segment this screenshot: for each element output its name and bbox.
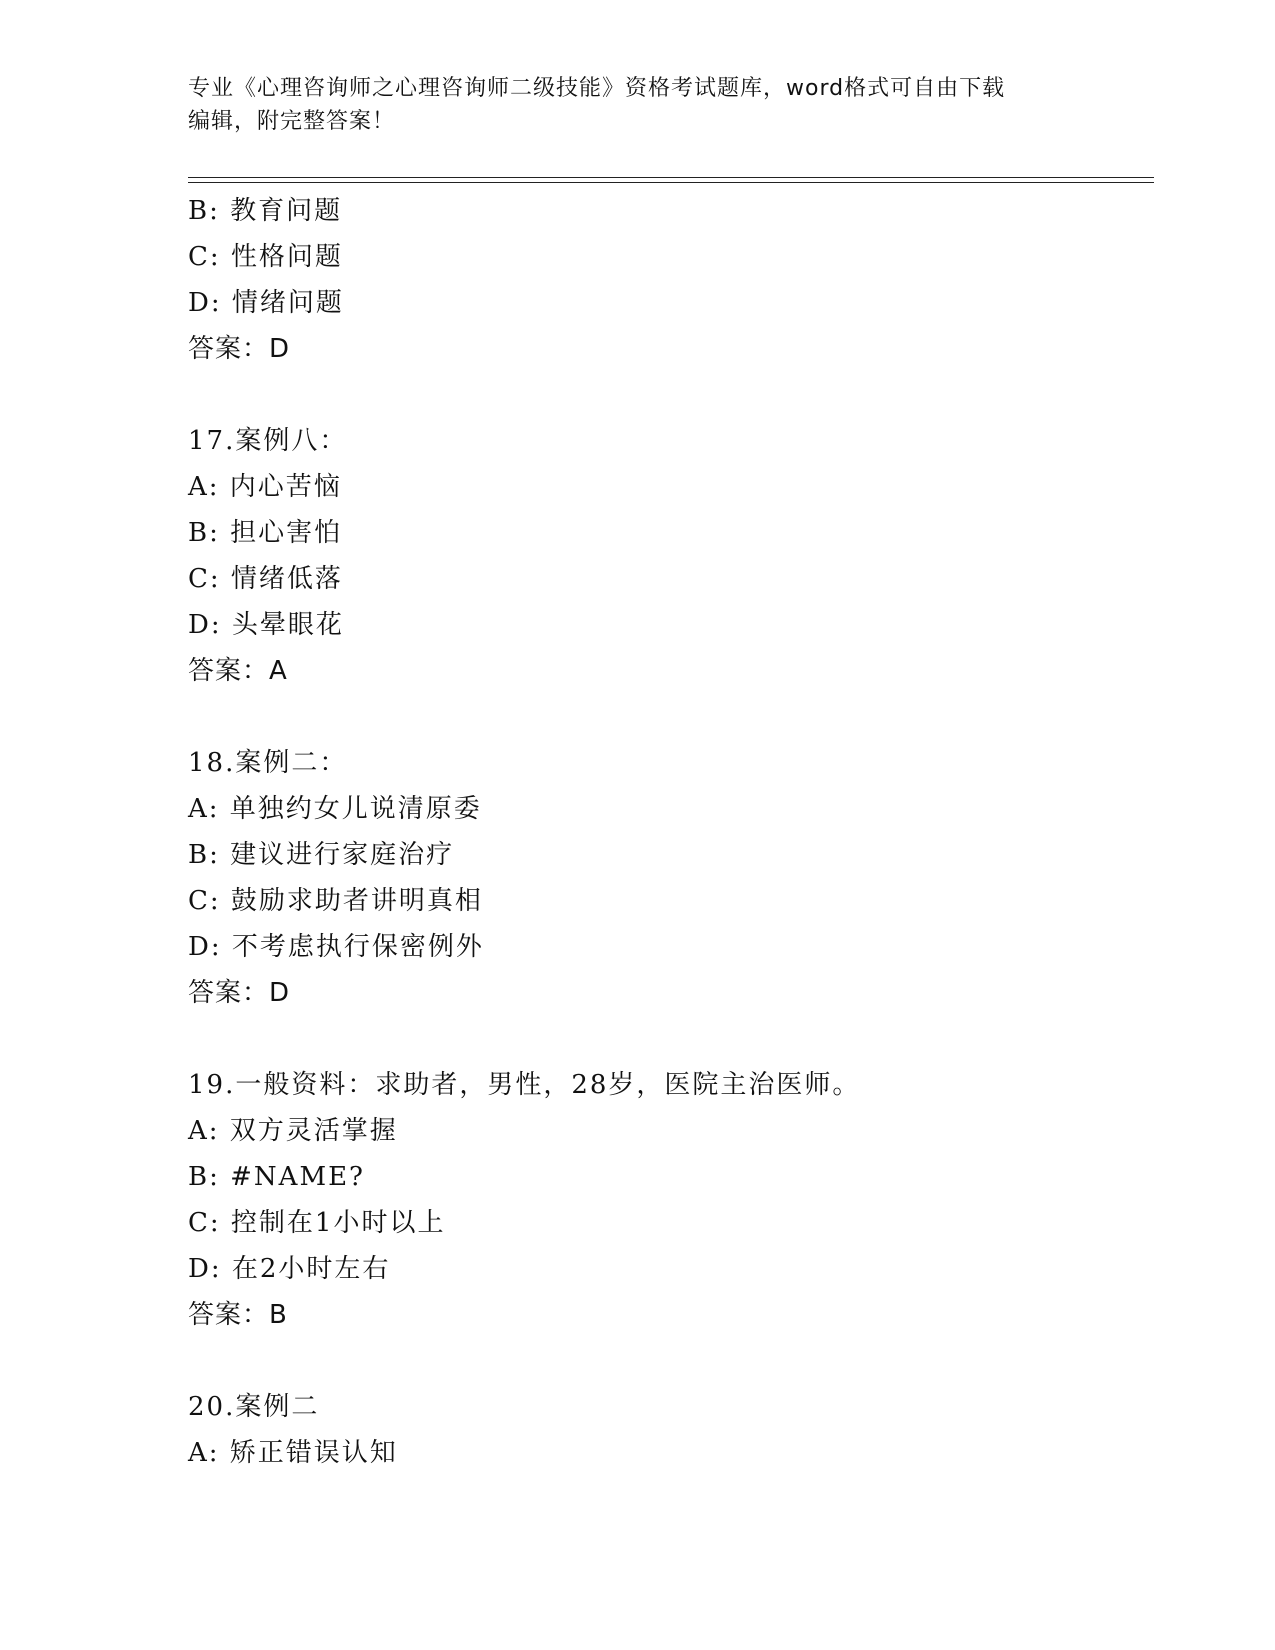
option-d: D: 情绪问题 [188, 288, 344, 318]
header-rule-top [188, 177, 1154, 178]
answer: 答案：D [188, 978, 291, 1008]
option-c: C: 性格问题 [188, 242, 343, 272]
option-d: D: 不考虑执行保密例外 [188, 932, 484, 962]
option-a: A: 矫正错误认知 [188, 1438, 398, 1468]
option-b: B: #NAME? [188, 1162, 365, 1192]
option-b: B: 建议进行家庭治疗 [188, 840, 455, 870]
option-a: A: 单独约女儿说清原委 [188, 794, 482, 824]
question-list [188, 188, 1148, 1476]
document-header [188, 72, 1068, 138]
header-rule-bottom [188, 182, 1154, 183]
option-c: C: 鼓励求助者讲明真相 [188, 886, 483, 916]
option-c: C: 情绪低落 [188, 564, 343, 594]
option-d: D: 头晕眼花 [188, 610, 344, 640]
header-line-2: 编辑，附完整答案！ [188, 109, 396, 134]
option-a: A: 双方灵活掌握 [188, 1116, 398, 1146]
answer: 答案：A [188, 656, 288, 686]
question-title: 19.一般资料：求助者，男性，28岁，医院主治医师。 [188, 1070, 861, 1100]
header-line-1: 专业《心理咨询师之心理咨询师二级技能》资格考试题库，word格式可自由下载 [188, 76, 1006, 101]
question-title: 17.案例八： [188, 426, 348, 456]
answer: 答案：B [188, 1300, 288, 1330]
option-d: D: 在2小时左右 [188, 1254, 391, 1284]
option-a: A: 内心苦恼 [188, 472, 342, 502]
option-b: B: 担心害怕 [188, 518, 343, 548]
option-c: C: 控制在1小时以上 [188, 1208, 446, 1238]
question-title: 20.案例二 [188, 1392, 320, 1422]
question-title: 18.案例二： [188, 748, 348, 778]
answer: 答案：D [188, 334, 291, 364]
option-b: B: 教育问题 [188, 196, 343, 226]
